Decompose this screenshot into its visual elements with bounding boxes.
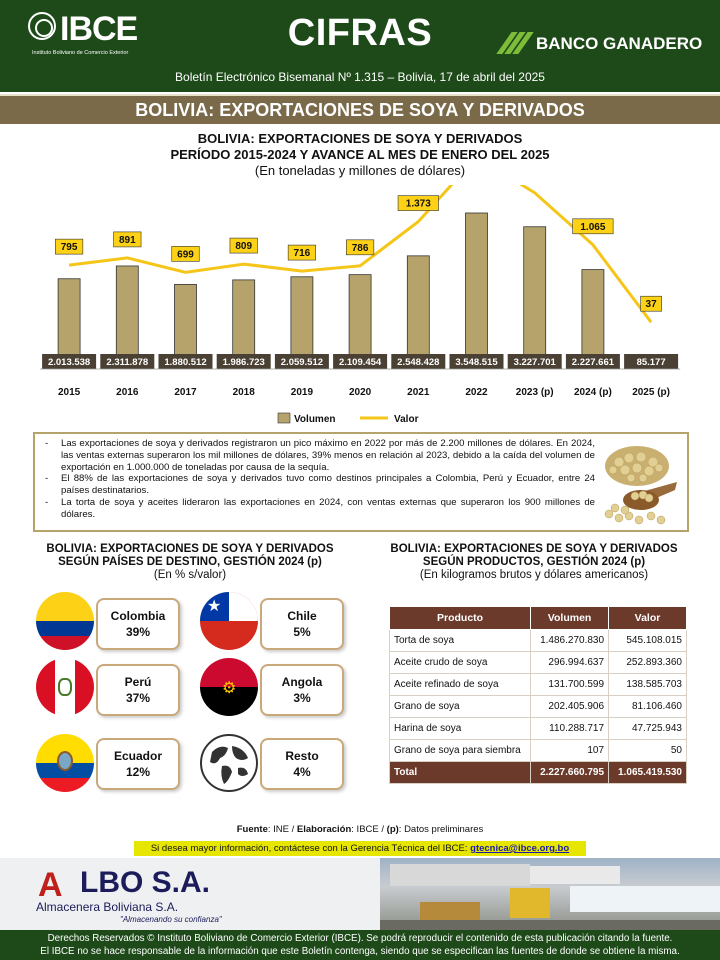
source-note xyxy=(0,824,720,835)
legend-value-label: Valor xyxy=(394,414,419,425)
value-label: 699 xyxy=(177,249,194,261)
elaboration-text: : IBCE / xyxy=(351,824,387,835)
x-tick-label: 2022 xyxy=(465,387,488,398)
x-tick-label: 2018 xyxy=(232,387,255,398)
elaboration-label: Elaboración xyxy=(296,824,352,835)
destinations-subtitle: (En % s/valor) xyxy=(153,569,227,581)
volume-label: 3.548.515 xyxy=(455,357,498,368)
value-label: 795 xyxy=(60,242,78,254)
header-producto: Producto xyxy=(390,607,531,630)
logo-subtitle: Instituto Boliviano de Comercio Exterior xyxy=(32,50,129,56)
ecuador-flag-icon xyxy=(36,734,94,792)
chart-title-line2: PERÍODO 2015-2024 Y AVANCE AL MES DE ENERO DEL 2025 xyxy=(170,147,550,162)
table-row xyxy=(390,674,687,696)
volume-bar xyxy=(116,266,138,365)
colombia-flag-icon xyxy=(36,592,94,650)
page-title: CIFRAS xyxy=(287,12,433,54)
source-text: : INE / xyxy=(267,824,297,835)
globe-icon xyxy=(200,734,258,792)
note-item: - El 88% de las exportaciones de soya y derivados tuvo como destinos principales a Colombia, Perú y Ecuador, entre 24 países destinatarios. xyxy=(41,473,595,497)
product-value: 138.585.703 xyxy=(609,674,687,696)
contact-email-link[interactable]: gtecnica@ibce.org.bo xyxy=(470,843,570,854)
legend-volume-swatch xyxy=(278,413,290,423)
product-value: 81.106.460 xyxy=(609,696,687,718)
product-name: Aceite crudo de soya xyxy=(390,652,531,674)
total-volume: 2.227.660.795 xyxy=(531,762,609,784)
albo-slogan: "Almacenando su confianza" xyxy=(120,915,222,924)
total-label: Total xyxy=(390,762,531,784)
note-item: - Las exportaciones de soya y derivados registraron un pico máximo en 2022 por más de 2.200 millones de dólares. En 2024, las ventas externas superaron los mil millones de dólares, 39% menos en relación al 2023, debido a la caída del volumen de exportación en 1.000.000 de toneladas por causa de la sequía. xyxy=(41,438,595,473)
preliminary-text: : Datos preliminares xyxy=(398,824,484,835)
x-tick-label: 2017 xyxy=(174,387,197,398)
value-label: 809 xyxy=(235,241,253,253)
volume-bar xyxy=(582,270,604,365)
value-label: 37 xyxy=(645,299,657,311)
destination-card-angola xyxy=(260,664,344,716)
volume-label: 85.177 xyxy=(636,357,666,368)
product-name: Harina de soya xyxy=(390,718,531,740)
preliminary-label: (p) xyxy=(386,824,399,835)
volume-label: 1.986.723 xyxy=(222,357,265,368)
footer-line2: El IBCE no se hace responsable de la información que este Boletín contenga, siendo que se especifican las fuentes de donde se obtiene la misma. xyxy=(40,946,680,957)
country-pct: 39% xyxy=(125,625,151,639)
country-name: Perú xyxy=(124,675,152,689)
country-pct: 4% xyxy=(293,765,311,779)
product-name: Grano de soya xyxy=(390,696,531,718)
destination-card-rest xyxy=(260,738,344,790)
value-label: 786 xyxy=(351,242,369,254)
volume-label: 2.109.454 xyxy=(338,357,382,368)
note-item: - La torta de soya y aceites lideraron las exportaciones en 2024, con ventas externas que superaron los 900 millones de dólares. xyxy=(41,497,595,521)
destinations-title-line1: BOLIVIA: EXPORTACIONES DE SOYA Y DERIVADOS xyxy=(46,543,334,555)
destination-card-peru xyxy=(96,664,180,716)
chart-subtitle: (En toneladas y millones de dólares) xyxy=(254,163,466,178)
volume-label: 2.227.661 xyxy=(571,357,615,368)
x-tick-label: 2025 (p) xyxy=(632,387,670,398)
country-pct: 5% xyxy=(293,625,311,639)
products-title-line1: BOLIVIA: EXPORTACIONES DE SOYA Y DERIVADOS xyxy=(390,543,678,555)
product-name: Aceite refinado de soya xyxy=(390,674,531,696)
albo-name: LBO S.A. xyxy=(80,866,211,899)
volume-label: 2.311.878 xyxy=(106,357,149,368)
products-title-line2: SEGÚN PRODUCTOS, GESTIÓN 2024 (p) xyxy=(422,556,646,568)
albo-advertisement[interactable] xyxy=(0,858,720,930)
section-banner xyxy=(0,94,720,124)
products-subtitle: (En kilogramos brutos y dólares americanos) xyxy=(419,569,649,581)
table-total-row xyxy=(390,762,687,784)
value-label: 1.065 xyxy=(580,221,606,233)
destination-card-chile xyxy=(260,598,344,650)
volume-bar xyxy=(466,213,488,365)
x-tick-label: 2019 xyxy=(290,387,314,398)
table-row xyxy=(390,696,687,718)
notes-list xyxy=(41,438,595,521)
volume-bar xyxy=(233,280,255,365)
value-label: 1.373 xyxy=(405,198,431,210)
albo-logo-initial: A xyxy=(38,866,63,904)
country-pct: 3% xyxy=(293,691,311,705)
footer-line1: Derechos Reservados © Instituto Boliviano de Comercio Exterior (IBCE). Se podrá reproducir el contenido de esta publicación citando la fuente. xyxy=(47,933,673,944)
volume-bar xyxy=(175,284,197,365)
legend-volume-label: Volumen xyxy=(294,414,336,425)
volume-label: 2.013.538 xyxy=(47,357,91,368)
value-label: 891 xyxy=(118,234,136,246)
chile-flag-icon: ★ xyxy=(200,592,258,650)
header xyxy=(0,0,720,92)
source-label: Fuente xyxy=(236,824,268,835)
notes-box xyxy=(33,432,689,532)
contact-text: Si desea mayor información, contáctese con la Gerencia Técnica del IBCE: xyxy=(150,843,471,854)
table-row xyxy=(390,630,687,652)
destinations-title-line2: SEGÚN PAÍSES DE DESTINO, GESTIÓN 2024 (p) xyxy=(58,556,322,568)
product-volume: 1.486.270.830 xyxy=(531,630,609,652)
value-label: 716 xyxy=(293,248,311,260)
destination-card-ecuador xyxy=(96,738,180,790)
product-volume: 296.994.637 xyxy=(531,652,609,674)
volume-bar xyxy=(291,277,313,365)
product-volume: 107 xyxy=(531,740,609,762)
country-name: Angola xyxy=(281,675,323,689)
product-volume: 131.700.599 xyxy=(531,674,609,696)
banco-ganadero-logo xyxy=(500,30,703,56)
country-pct: 37% xyxy=(125,691,151,705)
soybeans-image xyxy=(599,440,681,526)
x-tick-label: 2016 xyxy=(116,387,139,398)
chart-title-line1: BOLIVIA: EXPORTACIONES DE SOYA Y DERIVADOS xyxy=(197,131,523,146)
header-valor: Valor xyxy=(609,607,687,630)
x-tick-label: 2021 xyxy=(407,387,430,398)
banner-title: BOLIVIA: EXPORTACIONES DE SOYA Y DERIVADOS xyxy=(135,100,585,120)
contact-info xyxy=(134,841,586,856)
table-header-row xyxy=(390,607,687,630)
header-volumen: Volumen xyxy=(531,607,609,630)
x-tick-label: 2023 (p) xyxy=(515,387,554,398)
exports-chart xyxy=(30,185,690,430)
volume-label: 3.227.701 xyxy=(513,357,556,368)
country-name: Resto xyxy=(285,749,319,763)
volume-bar xyxy=(58,279,80,365)
product-value: 47.725.943 xyxy=(609,718,687,740)
country-name: Chile xyxy=(287,609,317,623)
volume-bar xyxy=(524,227,546,365)
albo-fullname: Almacenera Boliviana S.A. xyxy=(36,900,179,914)
warehouse-photo xyxy=(380,858,720,930)
product-name: Torta de soya xyxy=(390,630,531,652)
bank-name: BANCO GANADERO xyxy=(536,34,703,53)
volume-label: 2.548.428 xyxy=(397,357,440,368)
table-row xyxy=(390,718,687,740)
country-name: Ecuador xyxy=(113,749,162,763)
product-volume: 110.288.717 xyxy=(531,718,609,740)
volume-label: 2.059.512 xyxy=(280,357,324,368)
country-pct: 12% xyxy=(125,765,151,779)
total-value: 1.065.419.530 xyxy=(609,762,687,784)
table-row xyxy=(390,652,687,674)
product-volume: 202.405.906 xyxy=(531,696,609,718)
x-tick-label: 2024 (p) xyxy=(574,387,612,398)
product-value: 252.893.360 xyxy=(609,652,687,674)
volume-bar xyxy=(349,275,371,365)
product-name: Grano de soya para siembra xyxy=(390,740,531,762)
product-value: 545.108.015 xyxy=(609,630,687,652)
products-table xyxy=(389,606,687,784)
logo-text: IBCE xyxy=(60,10,138,48)
volume-bar xyxy=(407,256,429,365)
product-value: 50 xyxy=(609,740,687,762)
country-name: Colombia xyxy=(110,609,166,623)
x-tick-label: 2015 xyxy=(57,387,81,398)
table-row xyxy=(390,740,687,762)
bank-mark-icon xyxy=(500,33,528,53)
volume-label: 1.880.512 xyxy=(164,357,207,368)
x-tick-label: 2020 xyxy=(348,387,372,398)
bulletin-info: Boletín Electrónico Bisemanal Nº 1.315 – Bolivia, 17 de abril del 2025 xyxy=(175,70,545,84)
destination-card-colombia xyxy=(96,598,180,650)
angola-flag-icon: ⚙ xyxy=(200,658,258,716)
footer xyxy=(0,930,720,960)
peru-flag-icon xyxy=(36,658,94,716)
